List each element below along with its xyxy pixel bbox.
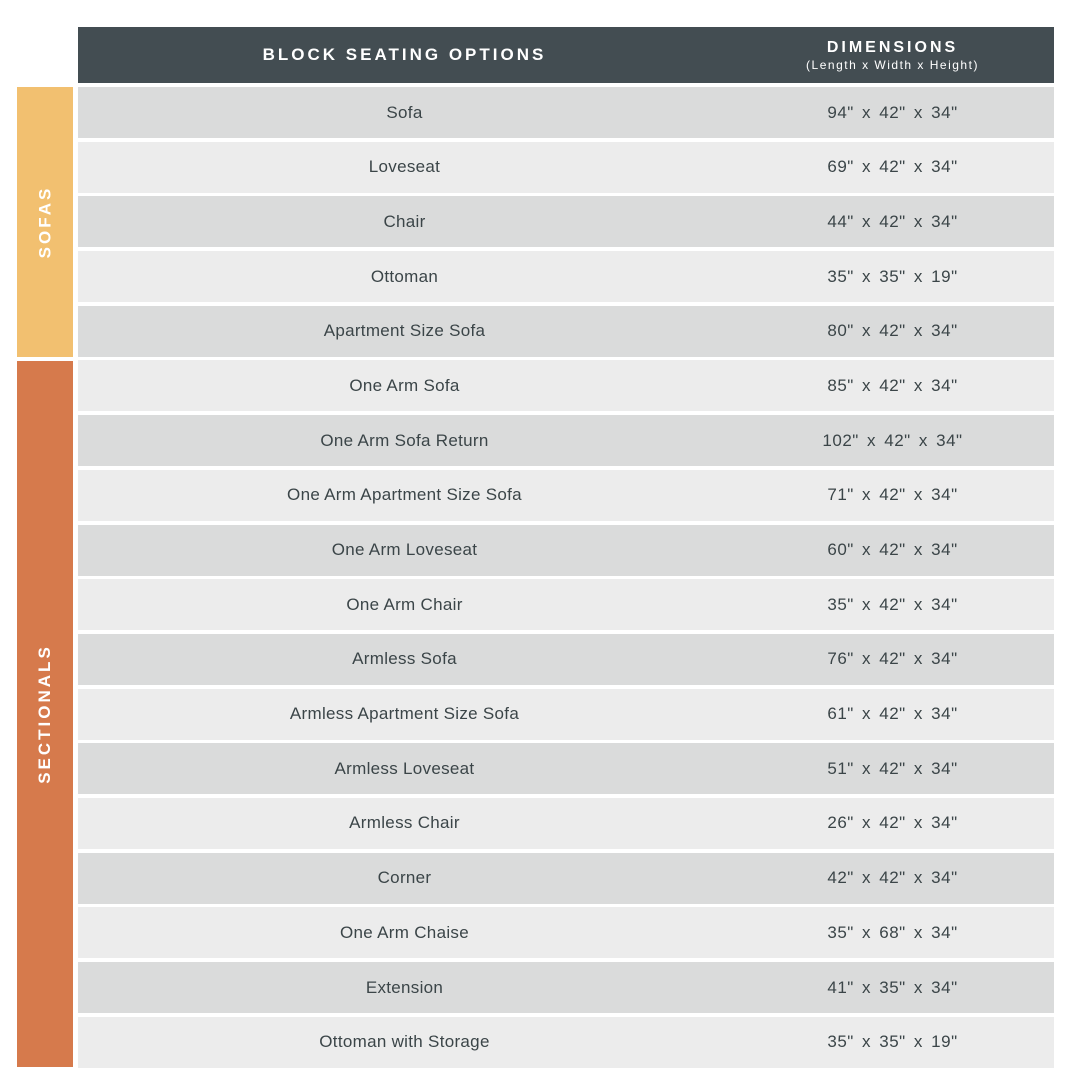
- option-dimensions: 80" x 42" x 34": [827, 321, 958, 341]
- option-name: One Arm Loveseat: [331, 540, 478, 559]
- option-name: Ottoman with Storage: [319, 1032, 490, 1052]
- option-name: Ottoman: [370, 266, 439, 286]
- group-sofas: [17, 87, 73, 357]
- table-row: [78, 525, 1054, 576]
- option-dimensions: 41" x 35" x 34": [827, 977, 958, 997]
- dimensions-title: DIMENSIONS: [826, 38, 959, 56]
- option-dimensions: 35" x 42" x 34": [827, 594, 958, 614]
- table-row: [78, 907, 1054, 958]
- table-row: [78, 251, 1054, 302]
- option-dimensions: 102" x 42" x 34": [822, 430, 963, 450]
- dimensions-column-header: [731, 27, 1054, 83]
- option-dimensions: 76" x 42" x 34": [827, 649, 958, 669]
- table-row: [78, 87, 1054, 138]
- table-row: [78, 579, 1054, 630]
- option-dimensions: 85" x 42" x 34": [827, 375, 958, 395]
- table-row: [78, 470, 1054, 521]
- option-name: One Arm Chair: [346, 594, 463, 614]
- option-name: One Arm Sofa Return: [320, 430, 489, 450]
- table-row: [78, 415, 1054, 466]
- option-name: One Arm Chaise: [340, 922, 469, 942]
- option-name: Sofa: [386, 102, 423, 122]
- option-dimensions: 71" x 42" x 34": [827, 485, 958, 505]
- option-dimensions: 35" x 35" x 19": [827, 1032, 958, 1052]
- options-column-header: BLOCK SEATING OPTIONS: [262, 45, 547, 64]
- seating-table: [78, 87, 1054, 1071]
- dimensions-subtitle: (Length x Width x Height): [806, 57, 979, 72]
- option-name: Extension: [365, 977, 444, 997]
- table-row: [78, 798, 1054, 849]
- group-sectionals: [17, 361, 73, 1067]
- group-label-sectionals: SECTIONALS: [35, 644, 54, 784]
- option-dimensions: 61" x 42" x 34": [827, 704, 958, 724]
- option-name: Armless Loveseat: [334, 758, 475, 778]
- option-dimensions: 51" x 42" x 34": [827, 758, 958, 778]
- table-row: [78, 743, 1054, 794]
- table-row: [78, 634, 1054, 685]
- table-row: [78, 306, 1054, 357]
- option-dimensions: 60" x 42" x 34": [827, 540, 958, 559]
- table-row: [78, 360, 1054, 411]
- option-name: Loveseat: [368, 157, 441, 177]
- option-dimensions: 35" x 35" x 19": [827, 266, 958, 286]
- option-name: Corner: [377, 868, 432, 888]
- table-row: [78, 853, 1054, 904]
- option-name: One Arm Apartment Size Sofa: [287, 485, 522, 505]
- table-row: [78, 1017, 1054, 1068]
- option-dimensions: 35" x 68" x 34": [827, 922, 958, 942]
- option-dimensions: 94" x 42" x 34": [827, 102, 958, 122]
- table-row: [78, 689, 1054, 740]
- option-name: Chair: [383, 211, 426, 231]
- table-row: [78, 196, 1054, 247]
- option-dimensions: 42" x 42" x 34": [827, 868, 958, 888]
- option-dimensions: 26" x 42" x 34": [827, 813, 958, 833]
- option-name: Armless Chair: [349, 813, 460, 833]
- option-dimensions: 44" x 42" x 34": [827, 211, 958, 231]
- table-header: [78, 27, 1054, 83]
- option-name: One Arm Sofa: [349, 375, 460, 395]
- option-dimensions: 69" x 42" x 34": [827, 157, 958, 177]
- table-row: [78, 142, 1054, 193]
- option-name: Armless Apartment Size Sofa: [289, 704, 520, 724]
- table-row: [78, 962, 1054, 1013]
- option-name: Armless Sofa: [352, 649, 457, 669]
- option-name: Apartment Size Sofa: [323, 321, 486, 341]
- group-label-sofas: SOFAS: [35, 185, 54, 259]
